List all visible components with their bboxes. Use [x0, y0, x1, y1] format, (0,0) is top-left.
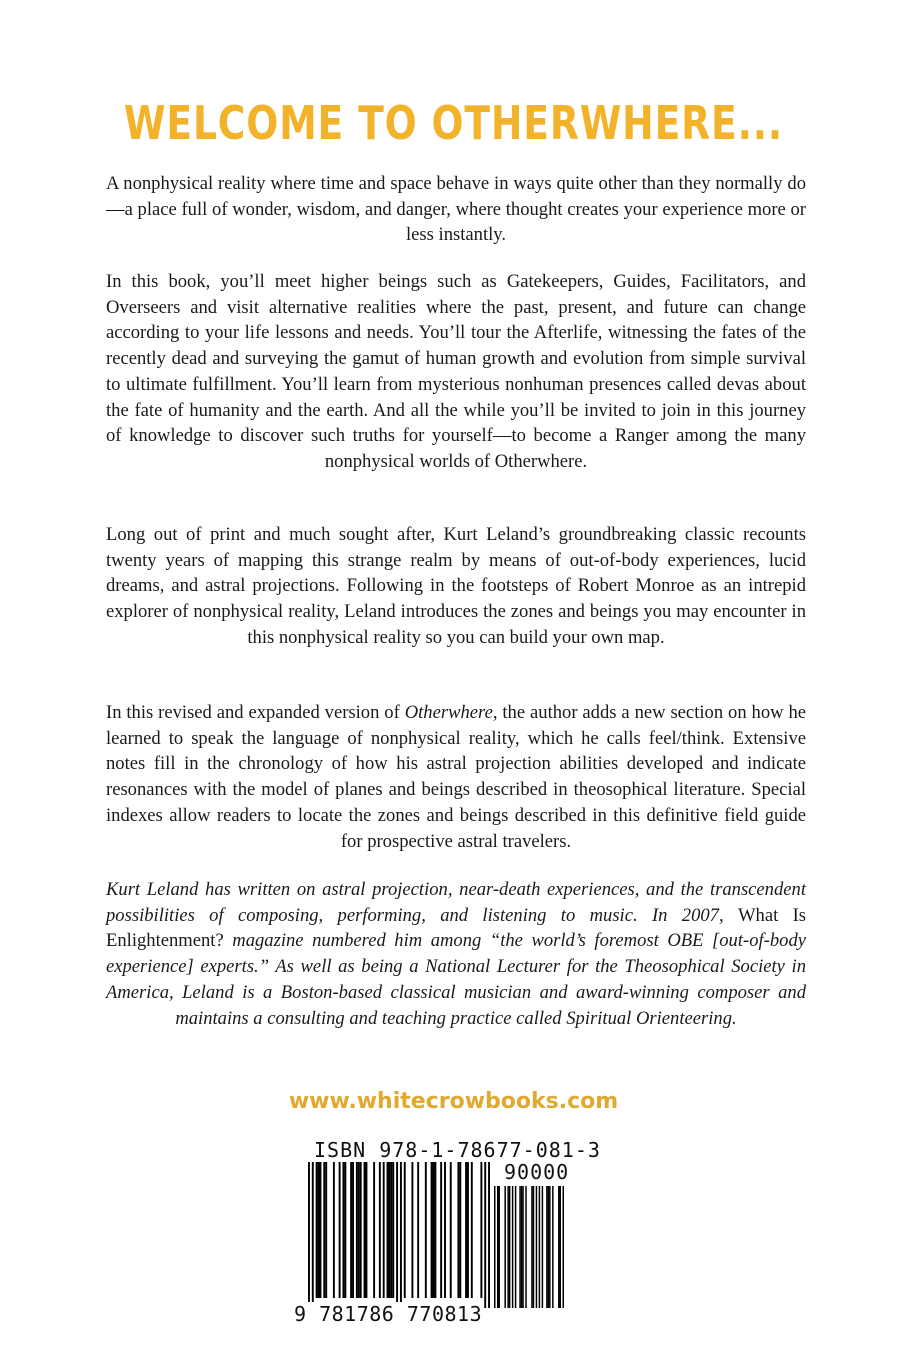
barcode-bar — [373, 1162, 375, 1298]
barcode-bar — [467, 1162, 469, 1298]
barcode-bar — [352, 1162, 354, 1298]
price-addon-number: 90000 — [504, 1160, 570, 1184]
barcode-bar — [356, 1162, 358, 1298]
barcode-bar — [387, 1162, 389, 1298]
barcode-bar — [548, 1186, 549, 1308]
barcode-bar — [434, 1162, 436, 1298]
barcode-bar — [383, 1162, 385, 1298]
barcode-bar — [431, 1162, 433, 1298]
barcode-bar — [319, 1162, 321, 1298]
revised-edition-text-start: In this revised and expanded version of — [106, 702, 405, 723]
barcode-bar — [465, 1162, 467, 1298]
barcode-bar — [536, 1186, 537, 1308]
barcode-bar — [498, 1186, 499, 1308]
barcode-bar — [392, 1162, 394, 1298]
barcode-guard-bar — [400, 1162, 402, 1308]
isbn-barcode — [286, 1138, 601, 1330]
barcode-bar — [539, 1186, 540, 1308]
book-title: Otherwhere — [404, 702, 493, 723]
barcode-bar — [316, 1162, 318, 1298]
author-bio-text-end: magazine numbered him among “the world’s foremost OBE [out-of-body experience] experts.” As well as being a National Lecturer for the Theosophical Society in America, Leland is a Boston-based classical musician and award-winning composer and maintains a consulting and teaching practice called Spiritual Orienteering. — [106, 930, 806, 1029]
author-bio-paragraph — [106, 877, 806, 1031]
barcode-bar — [471, 1162, 473, 1298]
barcode-bar — [558, 1186, 559, 1308]
barcode-guard-bar — [312, 1162, 314, 1308]
headline: WELCOME TO OTHERWHERE... — [123, 96, 784, 150]
barcode-bar — [433, 1162, 435, 1298]
barcode-bar — [507, 1186, 508, 1308]
barcode-bar — [450, 1162, 452, 1298]
intro-paragraph: A nonphysical reality where time and space behave in ways quite other than they normally do—a place full of wonder, wisdom, and danger, where thought creates your experience more or less instantly. — [106, 173, 806, 246]
barcode-bar — [521, 1186, 522, 1308]
barcode-guard-bar — [396, 1162, 398, 1308]
barcode-bar — [323, 1162, 325, 1298]
barcode-bar — [444, 1162, 446, 1298]
barcode-bar — [404, 1162, 406, 1298]
barcode-bar — [318, 1162, 320, 1298]
barcode-bar — [504, 1186, 505, 1308]
barcode-bar — [379, 1162, 381, 1298]
barcode-bar — [531, 1186, 532, 1308]
publisher-website[interactable]: www.whitecrowbooks.com — [288, 1089, 619, 1114]
barcode-bar — [563, 1186, 564, 1308]
barcode-bar — [519, 1186, 520, 1308]
barcode-guard-bar — [484, 1162, 486, 1308]
ean-barcode-bars — [308, 1162, 490, 1310]
barcode-bar — [546, 1186, 547, 1308]
barcode-bar — [515, 1186, 516, 1308]
revised-edition-text-end: , the author adds a new section on how he learned to speak the language of nonphysical reality, which he calls feel/think. Extensive notes fill in the chronology of how his astral projection abilities developed and indicate resonances with the model of planes and beings described in theosophical literature. Special indexes allow readers to locate the zones and beings described in this definitive field guide for prospective astral travelers. — [106, 702, 806, 852]
barcode-bar — [525, 1186, 526, 1308]
barcode-bar — [365, 1162, 367, 1298]
barcode-bar — [390, 1162, 392, 1298]
barcode-bar — [342, 1162, 344, 1298]
barcode-bar — [549, 1186, 550, 1308]
barcode-guard-bar — [488, 1162, 490, 1308]
magazine-title: What Is Enlightenment? — [106, 904, 806, 952]
barcode-bar — [552, 1186, 553, 1308]
barcode-bar — [350, 1162, 352, 1298]
author-bio-text-start: Kurt Leland has written on astral projection, near-death experiences, and the transcendent possibilities of composing, performing, and listening to music. In 2007, — [106, 879, 806, 926]
book-contents-paragraph: In this book, you’ll meet higher beings such as Gatekeepers, Guides, Facilitators, and Overseers and visit alternative realities where the past, present, and future can change according to your life lessons and needs. You’ll tour the Afterlife, witnessing the fates of the recently dead and surveying the gamut of human growth and evolution from simple survival to ultimate fulfillment. You’ll learn from mysterious nonhuman presences called devas about the fate of humanity and the earth. And all the while you’ll be invited to join in this journey of knowledge to discover such truths for yourself—to become a Ranger among the many nonphysical worlds of Otherwhere. — [106, 271, 806, 472]
barcode-bar — [325, 1162, 327, 1298]
barcode-bar — [344, 1162, 346, 1298]
barcode-bar — [333, 1162, 335, 1298]
barcode-bar — [542, 1186, 543, 1308]
barcode-bar — [512, 1186, 513, 1308]
barcode-bar — [425, 1162, 427, 1298]
barcode-bar — [522, 1186, 523, 1308]
barcode-bar — [560, 1186, 561, 1308]
barcode-bar — [457, 1162, 459, 1298]
barcode-bar — [497, 1186, 498, 1308]
barcode-bar — [494, 1186, 495, 1308]
barcode-bar — [533, 1186, 534, 1308]
barcode-bar — [364, 1162, 366, 1298]
barcode-bar — [388, 1162, 390, 1298]
history-paragraph: Long out of print and much sought after, Kurt Leland’s groundbreaking classic recounts twenty years of mapping this strange realm by means of out-of-body experiences, lucid dreams, and astral projections. Following in the footsteps of Robert Monroe as an intrepid explorer of nonphysical reality, Leland introduces the zones and beings you may encounter in this nonphysical reality so you can build your own map. — [106, 524, 806, 648]
barcode-bar — [459, 1162, 461, 1298]
barcode-bar — [339, 1162, 341, 1298]
barcode-bar — [417, 1162, 419, 1298]
revised-edition-paragraph — [106, 700, 806, 854]
addon-barcode-bars — [494, 1186, 564, 1310]
barcode-bar — [411, 1162, 413, 1298]
isbn-label: ISBN 978-1-78677-081-3 — [314, 1138, 601, 1162]
barcode-bar — [480, 1162, 482, 1298]
barcode-bar — [509, 1186, 510, 1308]
barcode-bar — [358, 1162, 360, 1298]
barcode-bar — [360, 1162, 362, 1298]
barcode-bar — [440, 1162, 442, 1298]
ean-digits: 9 781786 770813 — [294, 1302, 483, 1326]
barcode-guard-bar — [308, 1162, 310, 1308]
